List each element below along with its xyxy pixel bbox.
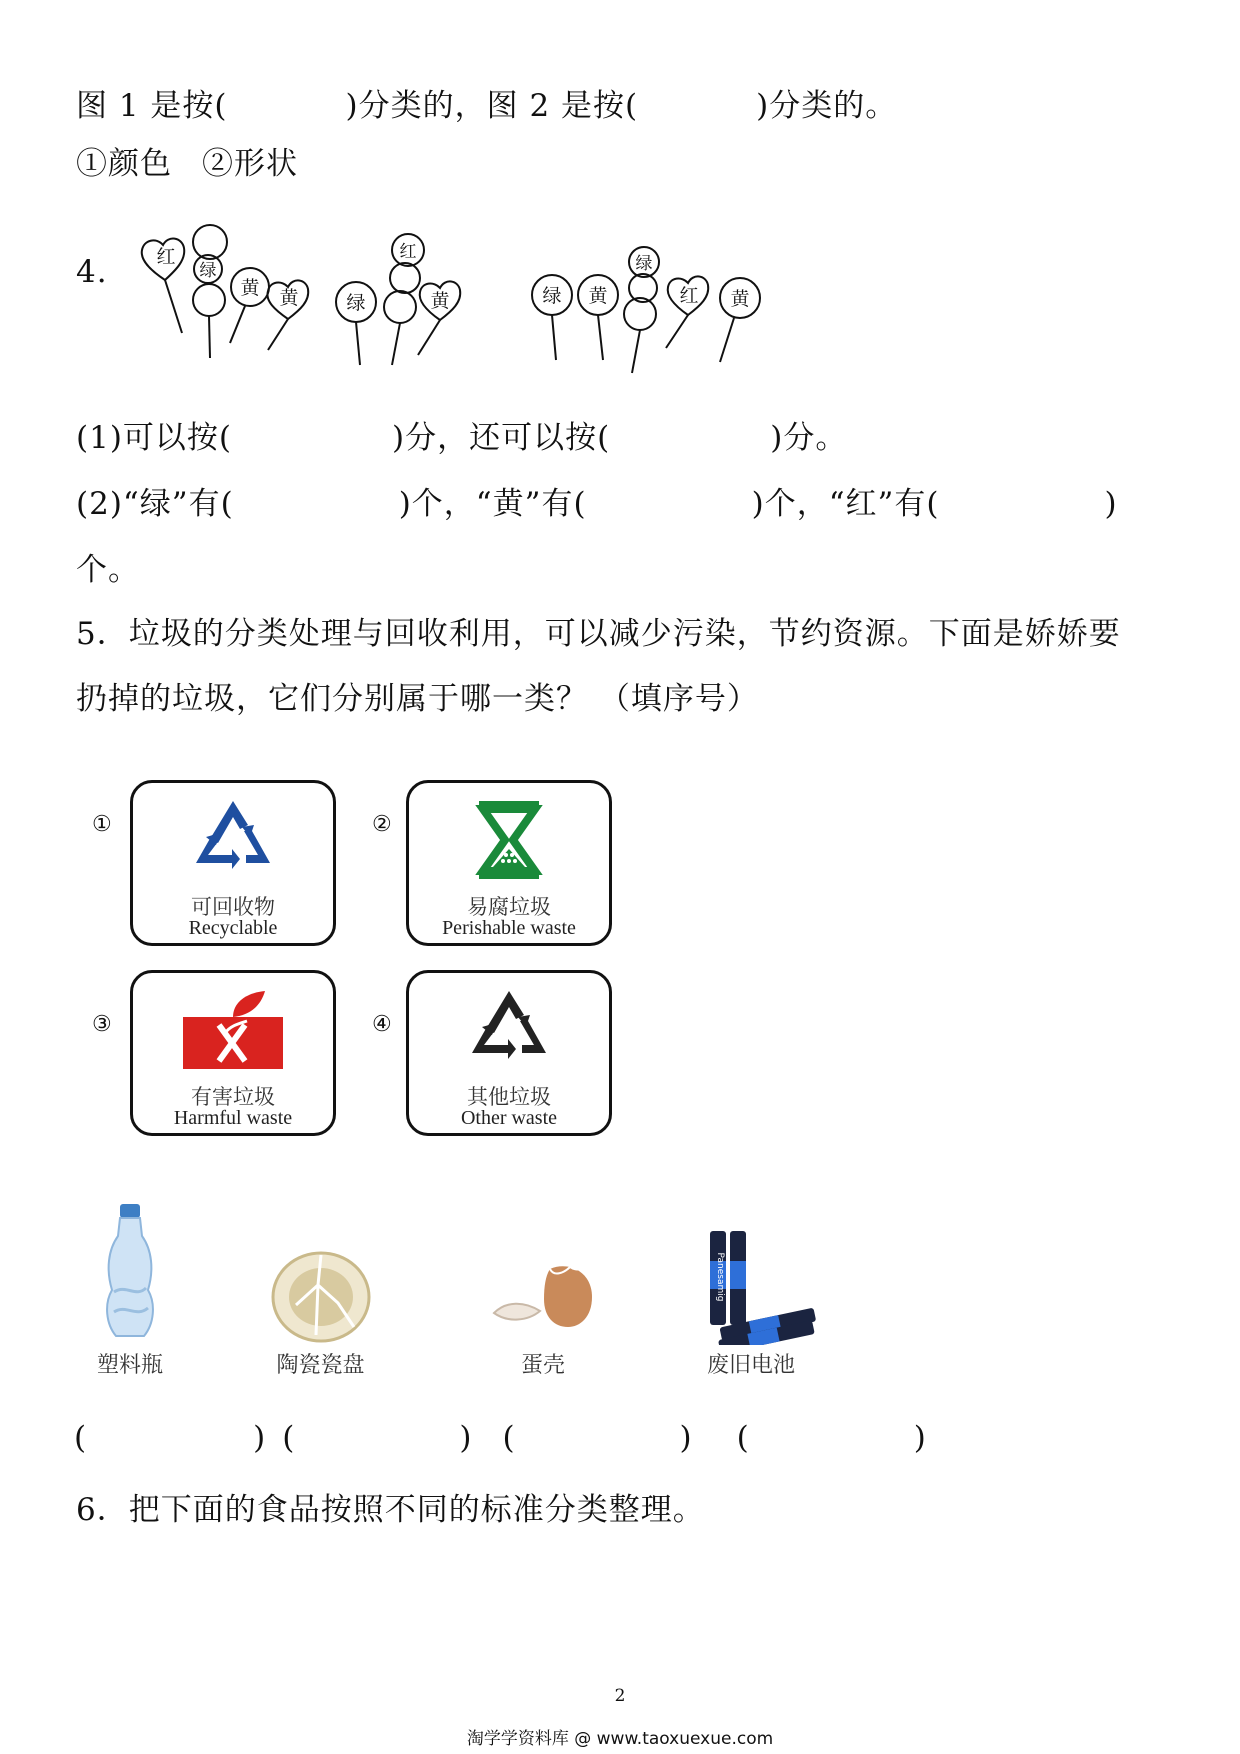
other-waste-icon [464,987,554,1071]
bin-label-en: Recyclable [188,917,278,939]
item-plastic-bottle [80,1200,180,1380]
q6-text: 6．把下面的食品按照不同的标准分类整理。 [76,1492,705,1528]
item-batteries [700,1225,820,1380]
item-eggshell [478,1255,608,1380]
broken-plate-icon [266,1245,376,1345]
item-caption: 废旧电池 [706,1353,795,1378]
balloon-group-1 [142,225,461,365]
balloon-group-2 [532,247,760,373]
page-number: 2 [614,1686,626,1706]
bin-label-en: Perishable waste [442,917,576,939]
answer-paren-open: ( [282,1420,296,1456]
balloon-label: 红 [679,285,699,307]
balloon-label: 红 [399,242,417,262]
item-ceramic-plate [258,1245,383,1380]
answer-paren-close: ) [253,1420,267,1456]
q4-sub2-tail: 个。 [76,552,140,588]
balloon-label: 绿 [542,285,562,307]
balloon-label: 红 [156,246,176,268]
q4-number: 4. [76,254,108,290]
balloon-label: 黄 [730,288,750,310]
balloon-label: 黄 [279,287,299,309]
bin-label-cn: 易腐垃圾 [467,895,551,919]
bin-number: ② [372,812,392,837]
q5-answer-blanks [74,1420,927,1456]
bin-number: ④ [372,1012,392,1037]
q4-sub2: (2)“绿”有( )个，“黄”有( )个，“红”有( ) [76,486,1118,522]
answer-paren-close: ) [459,1420,473,1456]
q5-line1: 5．垃圾的分类处理与回收利用，可以减少污染，节约资源。下面是娇娇要 [76,616,1121,652]
bin-card-recyclable [130,780,336,946]
answer-paren-open: ( [736,1420,750,1456]
bin-number: ① [92,812,112,837]
bin-label-en: Other waste [460,1107,558,1129]
q4-sub1: (1)可以按( )分，还可以按( )分。 [76,420,848,456]
bin-card-harmful [130,970,336,1136]
q3-line1: 图 1 是按( )分类的，图 2 是按( )分类的。 [76,88,898,124]
q3-options: ①颜色 ②形状 [76,146,298,182]
batteries-icon [700,1225,820,1345]
balloon-label: 黄 [430,290,450,312]
balloon-label: 绿 [199,261,217,281]
recycle-icon [188,797,278,881]
bin-label-cn: 有害垃圾 [191,1085,275,1109]
item-caption: 陶瓷瓷盘 [276,1353,365,1378]
eggshell-icon [488,1255,598,1335]
item-caption: 蛋壳 [520,1353,565,1378]
balloon-label: 黄 [588,285,608,307]
item-caption: 塑料瓶 [96,1353,163,1378]
bin-label-en: Harmful waste [173,1107,293,1129]
harmful-waste-icon [181,987,285,1071]
bin-label-cn: 其他垃圾 [467,1085,551,1109]
hourglass-icon [469,797,549,883]
q5-line2: 扔掉的垃圾，它们分别属于哪一类？ （填序号） [76,681,759,717]
balloon-figure [0,215,800,375]
battery-brand-label: Panesamig [715,1252,725,1302]
answer-paren-close: ) [679,1420,693,1456]
answer-paren-open: ( [74,1420,88,1456]
bin-label-cn: 可回收物 [191,895,275,919]
balloon-label: 黄 [240,277,260,299]
plastic-bottle-icon [80,1200,180,1345]
bin-card-other [406,970,612,1136]
footer-watermark: 淘学学资料库 @ www.taoxuexue.com [466,1729,774,1749]
balloon-label: 绿 [346,292,366,314]
bin-number: ③ [92,1012,112,1037]
answer-paren-close: ) [913,1420,927,1456]
answer-paren-open: ( [502,1420,516,1456]
balloon-label: 绿 [635,254,653,274]
bin-card-perishable [406,780,612,946]
